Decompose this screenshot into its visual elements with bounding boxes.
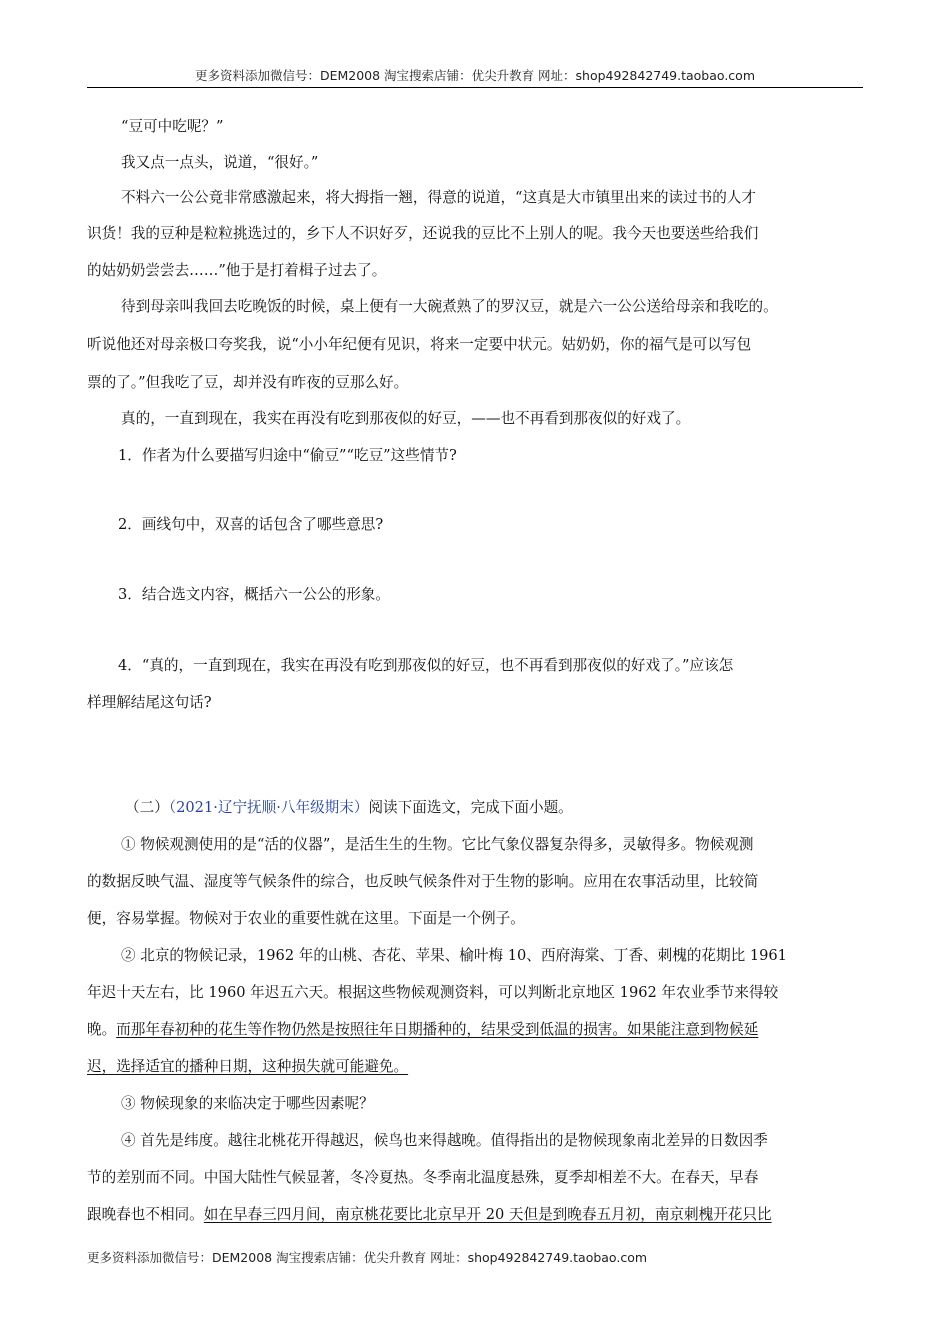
plain-text: 跟晚春也不相同。	[87, 1206, 204, 1223]
text-line: 节的差别而不同。中国大陆性气候显著，冬冷夏热。冬季南北温度悬殊，夏季却相差不大。在春天，早春	[87, 1169, 759, 1186]
text-line: ② 北京的物候记录，1962 年的山桃、杏花、苹果、榆叶梅 10、西府海棠、丁香、刺槐的花期比 1961	[121, 947, 787, 964]
text-line	[87, 1205, 772, 1225]
underlined-sentence: 而那年春初种的花生等作物仍然是按照往年日期播种的，结果受到低温的损害。如果能注意到物候延	[116, 1021, 759, 1038]
question-2: 2．画线句中，双喜的话包含了哪些意思?	[118, 516, 384, 533]
question-4-cont: 样理解结尾这句话?	[87, 694, 212, 711]
plain-text: 晚。	[87, 1021, 117, 1038]
text-line	[87, 1020, 758, 1040]
section-heading	[125, 798, 573, 818]
passage-line: 我又点一点头，说道，“很好。”	[121, 154, 319, 171]
text-line: ① 物候观测使用的是“活的仪器”，是活生生的生物。它比气象仪器复杂得多，灵敏得多。物候观测	[121, 836, 754, 853]
text-line: ④ 首先是纬度。越往北桃花开得越迟，候鸟也来得越晚。值得指出的是物候现象南北差异的日数因季	[121, 1132, 768, 1149]
text-line: ③ 物候现象的来临决定于哪些因素呢？	[121, 1095, 374, 1112]
page-header: 更多资料添加微信号：DEM2008 淘宝搜索店铺：优尖升教育 网址：shop492842749.taobao.com	[194, 68, 756, 83]
section-instruction: 阅读下面选文，完成下面小题。	[368, 799, 573, 816]
passage-line: 听说他还对母亲极口夸奖我，说“小小年纪便有见识，将来一定要中状元。姑奶奶，你的福气是可以写包	[87, 336, 752, 353]
source-tag: （2021·辽宁抚顺·八年级期末）	[168, 799, 369, 816]
underlined-sentence: 如在早春三四月间，南京桃花要比北京早开 20 天但是到晚春五月初，南京刺槐开花只比	[203, 1206, 772, 1223]
underlined-sentence: 迟，选择适宜的播种日期，这种损失就可能避免。	[87, 1058, 409, 1075]
section-number: （二）	[125, 799, 169, 816]
passage-line: 待到母亲叫我回去吃晚饭的时候，桌上便有一大碗煮熟了的罗汉豆，就是六一公公送给母亲和我吃的。	[121, 298, 778, 315]
text-line: 年迟十天左右，比 1960 年迟五六天。根据这些物候观测资料，可以判断北京地区 1962 年农业季节来得较	[87, 984, 779, 1001]
passage-line: 票的了。”但我吃了豆，却并没有昨夜的豆那么好。	[87, 374, 409, 391]
header-divider	[87, 87, 863, 88]
text-line: 便，容易掌握。物候对于农业的重要性就在这里。下面是一个例子。	[87, 910, 525, 927]
text-line	[87, 1057, 408, 1077]
question-4: 4．“真的，一直到现在，我实在再没有吃到那夜似的好豆，也不再看到那夜似的好戏了。”应该怎	[118, 657, 734, 674]
passage-line: “豆可中吃呢？”	[121, 118, 224, 135]
question-3: 3．结合选文内容，概括六一公公的形象。	[118, 586, 390, 603]
passage-line: 不料六一公公竟非常感激起来，将大拇指一翘，得意的说道，“这真是大市镇里出来的读过书的人才	[121, 189, 756, 206]
passage-line: 真的，一直到现在，我实在再没有吃到那夜似的好豆，——也不再看到那夜似的好戏了。	[121, 410, 691, 427]
question-1: 1．作者为什么要描写归途中“偷豆”“吃豆”这些情节?	[118, 447, 457, 464]
text-line: 的数据反映气温、湿度等气候条件的综合，也反映气候条件对于生物的影响。应用在农事活动里，比较简	[87, 873, 759, 890]
passage-line: 的姑奶奶尝尝去……”他于是打着楫子过去了。	[87, 262, 387, 279]
passage-line: 识货！我的豆种是粒粒挑选过的，乡下人不识好歹，还说我的豆比不上别人的呢。我今天也要送些给我们	[87, 225, 759, 242]
page-footer: 更多资料添加微信号：DEM2008 淘宝搜索店铺：优尖升教育 网址：shop492842749.taobao.com	[87, 1250, 648, 1265]
